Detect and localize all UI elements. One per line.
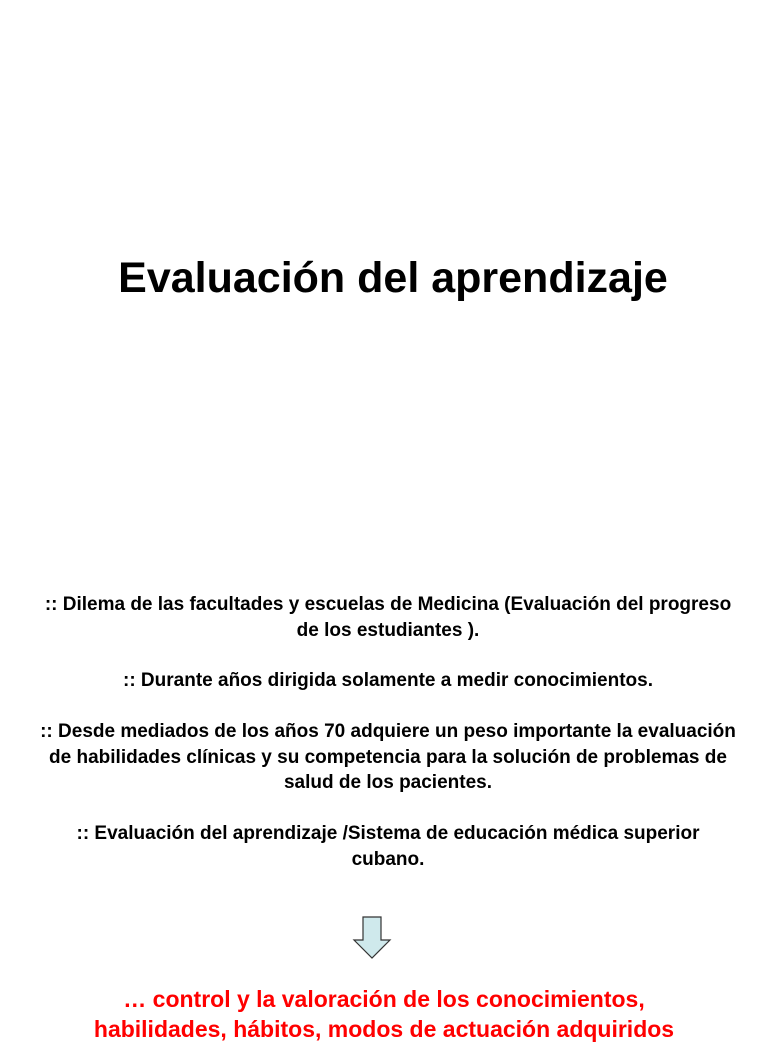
conclusion-line: … control y la valoración de los conocimientos, xyxy=(123,986,645,1012)
bullet-dilema: :: Dilema de las facultades y escuelas de Medicina (Evaluación del progreso de los estudiantes ). xyxy=(44,594,732,641)
conclusion-line: habilidades, hábitos, modos de actuación adquiridos xyxy=(93,1016,675,1042)
bullet-sistema-cubano: :: Evaluación del aprendizaje /Sistema de educación médica superior cubano. xyxy=(76,823,700,870)
slide-title: Evaluación del aprendizaje xyxy=(118,254,668,302)
bullet-habilidades-clinicas: :: Desde mediados de los años 70 adquiere un peso importante la evaluación de habilidades clínicas y su competencia para la solución de problemas de salud de los pacientes. xyxy=(40,721,736,793)
bullet-conocimientos: :: Durante años dirigida solamente a medir conocimientos. xyxy=(123,670,653,691)
conclusion-text xyxy=(0,984,768,1044)
down-arrow-icon xyxy=(352,916,392,960)
